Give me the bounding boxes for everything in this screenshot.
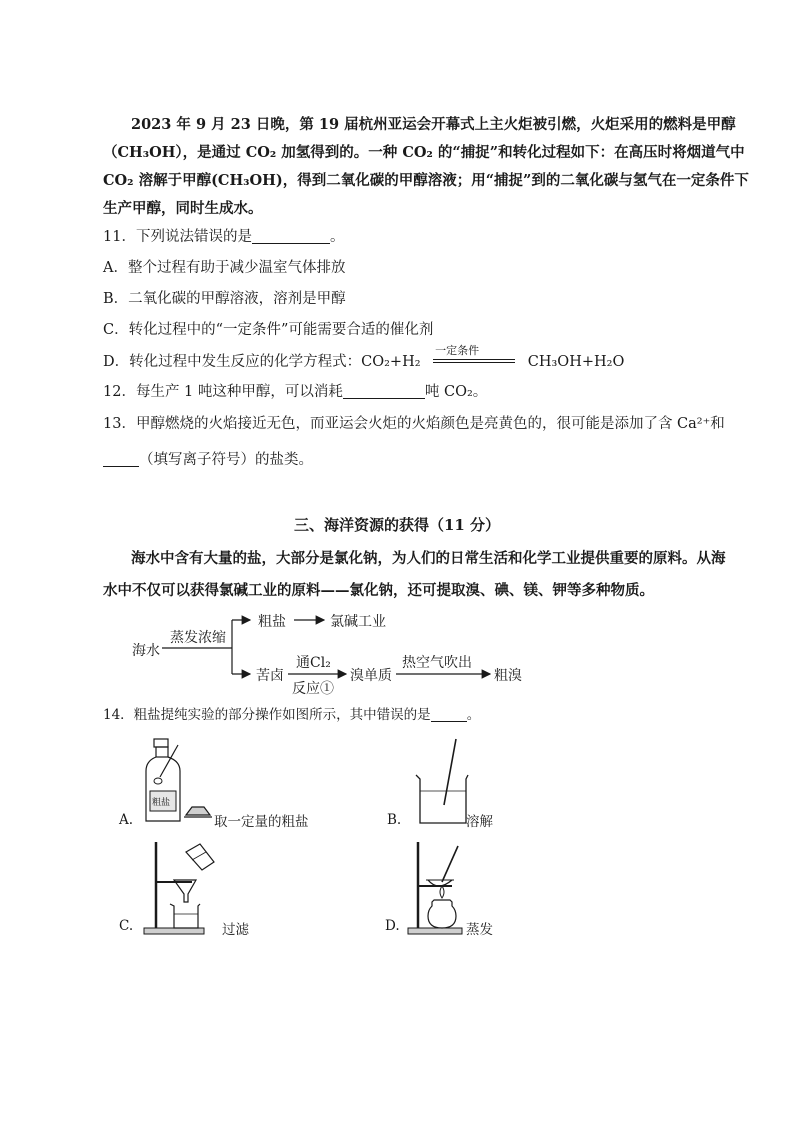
flow-crude-salt: 粗盐 <box>258 614 286 630</box>
q11-stem-text: 11．下列说法错误的是 <box>103 229 252 245</box>
flow-bromine-element: 溴单质 <box>350 668 392 684</box>
q11-option-b: B．二氧化碳的甲醇溶液，溶剂是甲醇 <box>103 291 346 307</box>
flow-evaporate: 蒸发浓缩 <box>170 630 226 646</box>
figure-c-letter: C. <box>119 918 134 934</box>
q14-stem-end: 。 <box>466 707 481 723</box>
q13-line-2 <box>103 449 313 471</box>
flow-crude-bromine: 粗溴 <box>494 668 522 684</box>
q11-d-equal-line-top <box>433 359 515 360</box>
section3-line-1: 海水中含有大量的盐，大部分是氯化钠，为人们的日常生活和化学工业提供重要的原料。从海 <box>131 550 726 567</box>
flow-bittern: 苦卤 <box>256 668 284 684</box>
intro-line-2: （CH₃OH），是通过 CO₂ 加氢得到的。一种 CO₂ 的“捕捉”和转化过程如下：在高压时将烟道气中 <box>103 144 745 161</box>
q14-stem-text: 14．粗盐提纯实验的部分操作如图所示，其中错误的是 <box>103 707 431 723</box>
q12-answer-blank[interactable] <box>343 383 425 399</box>
q11-option-c: C．转化过程中的“一定条件”可能需要合适的催化剂 <box>103 322 434 338</box>
q13-line-2-text: （填写离子符号）的盐类。 <box>139 452 313 468</box>
intro-line-1: 2023 年 9 月 23 日晚，第 19 届杭州亚运会开幕式上主火炬被引燃，火炬采用的燃料是甲醇 <box>131 116 736 133</box>
q14-stem <box>103 704 480 726</box>
figure-d-letter: D. <box>385 918 400 934</box>
section3-title: 三、海洋资源的获得（11 分） <box>293 516 501 534</box>
intro-line-4: 生产甲醇，同时生成水。 <box>103 200 263 217</box>
figure-a-letter: A. <box>119 812 134 828</box>
q11-option-a: A．整个过程有助于减少温室气体排放 <box>103 260 346 276</box>
figure-b-caption: 溶解 <box>466 814 493 830</box>
q14-answer-blank[interactable] <box>431 706 467 722</box>
flow-reaction-1: 反应① <box>292 681 334 697</box>
q11-stem-end: 。 <box>329 229 345 245</box>
q11-stem <box>103 226 344 248</box>
q11-option-d <box>103 344 625 373</box>
q12-stem <box>103 381 487 403</box>
figure-a-bottle-label: 粗盐 <box>152 798 171 808</box>
flow-pass-cl2: 通Cl₂ <box>296 655 331 671</box>
q12-stem-end: 吨 CO₂。 <box>424 384 488 400</box>
q11-answer-blank[interactable] <box>252 228 330 244</box>
flow-seawater: 海水 <box>132 643 160 659</box>
q11-d-reaction-arrow <box>431 344 517 370</box>
q13-line-1: 13．甲醇燃烧的火焰接近无色，而亚运会火炬的火焰颜色是亮黄色的，很可能是添加了含 Ca²⁺和 <box>103 416 725 432</box>
flow-chlor-alkali: 氯碱工业 <box>330 614 386 630</box>
figure-c-caption: 过滤 <box>222 922 249 938</box>
flow-hot-air: 热空气吹出 <box>402 655 472 671</box>
q13-answer-blank[interactable] <box>103 451 139 467</box>
intro-line-3: CO₂ 溶解于甲醇(CH₃OH)，得到二氧化碳的甲醇溶液；用“捕捉”到的二氧化碳与氢气在一定条件下 <box>103 172 749 189</box>
q12-stem-text: 12．每生产 1 吨这种甲醇，可以消耗 <box>103 384 343 400</box>
figure-d-caption: 蒸发 <box>466 922 493 938</box>
figure-a-caption: 取一定量的粗盐 <box>214 814 309 830</box>
q11-d-equal-line-bottom <box>433 362 515 363</box>
figure-b-letter: B. <box>387 812 402 828</box>
q11-d-prefix: D．转化过程中发生反应的化学方程式：CO₂+H₂ <box>103 354 421 370</box>
section3-line-2: 水中不仅可以获得氯碱工业的原料——氯化钠，还可提取溴、碘、镁、钾等多种物质。 <box>103 582 654 599</box>
q11-d-products: CH₃OH+H₂O <box>527 354 625 370</box>
q11-d-condition: 一定条件 <box>435 344 480 357</box>
